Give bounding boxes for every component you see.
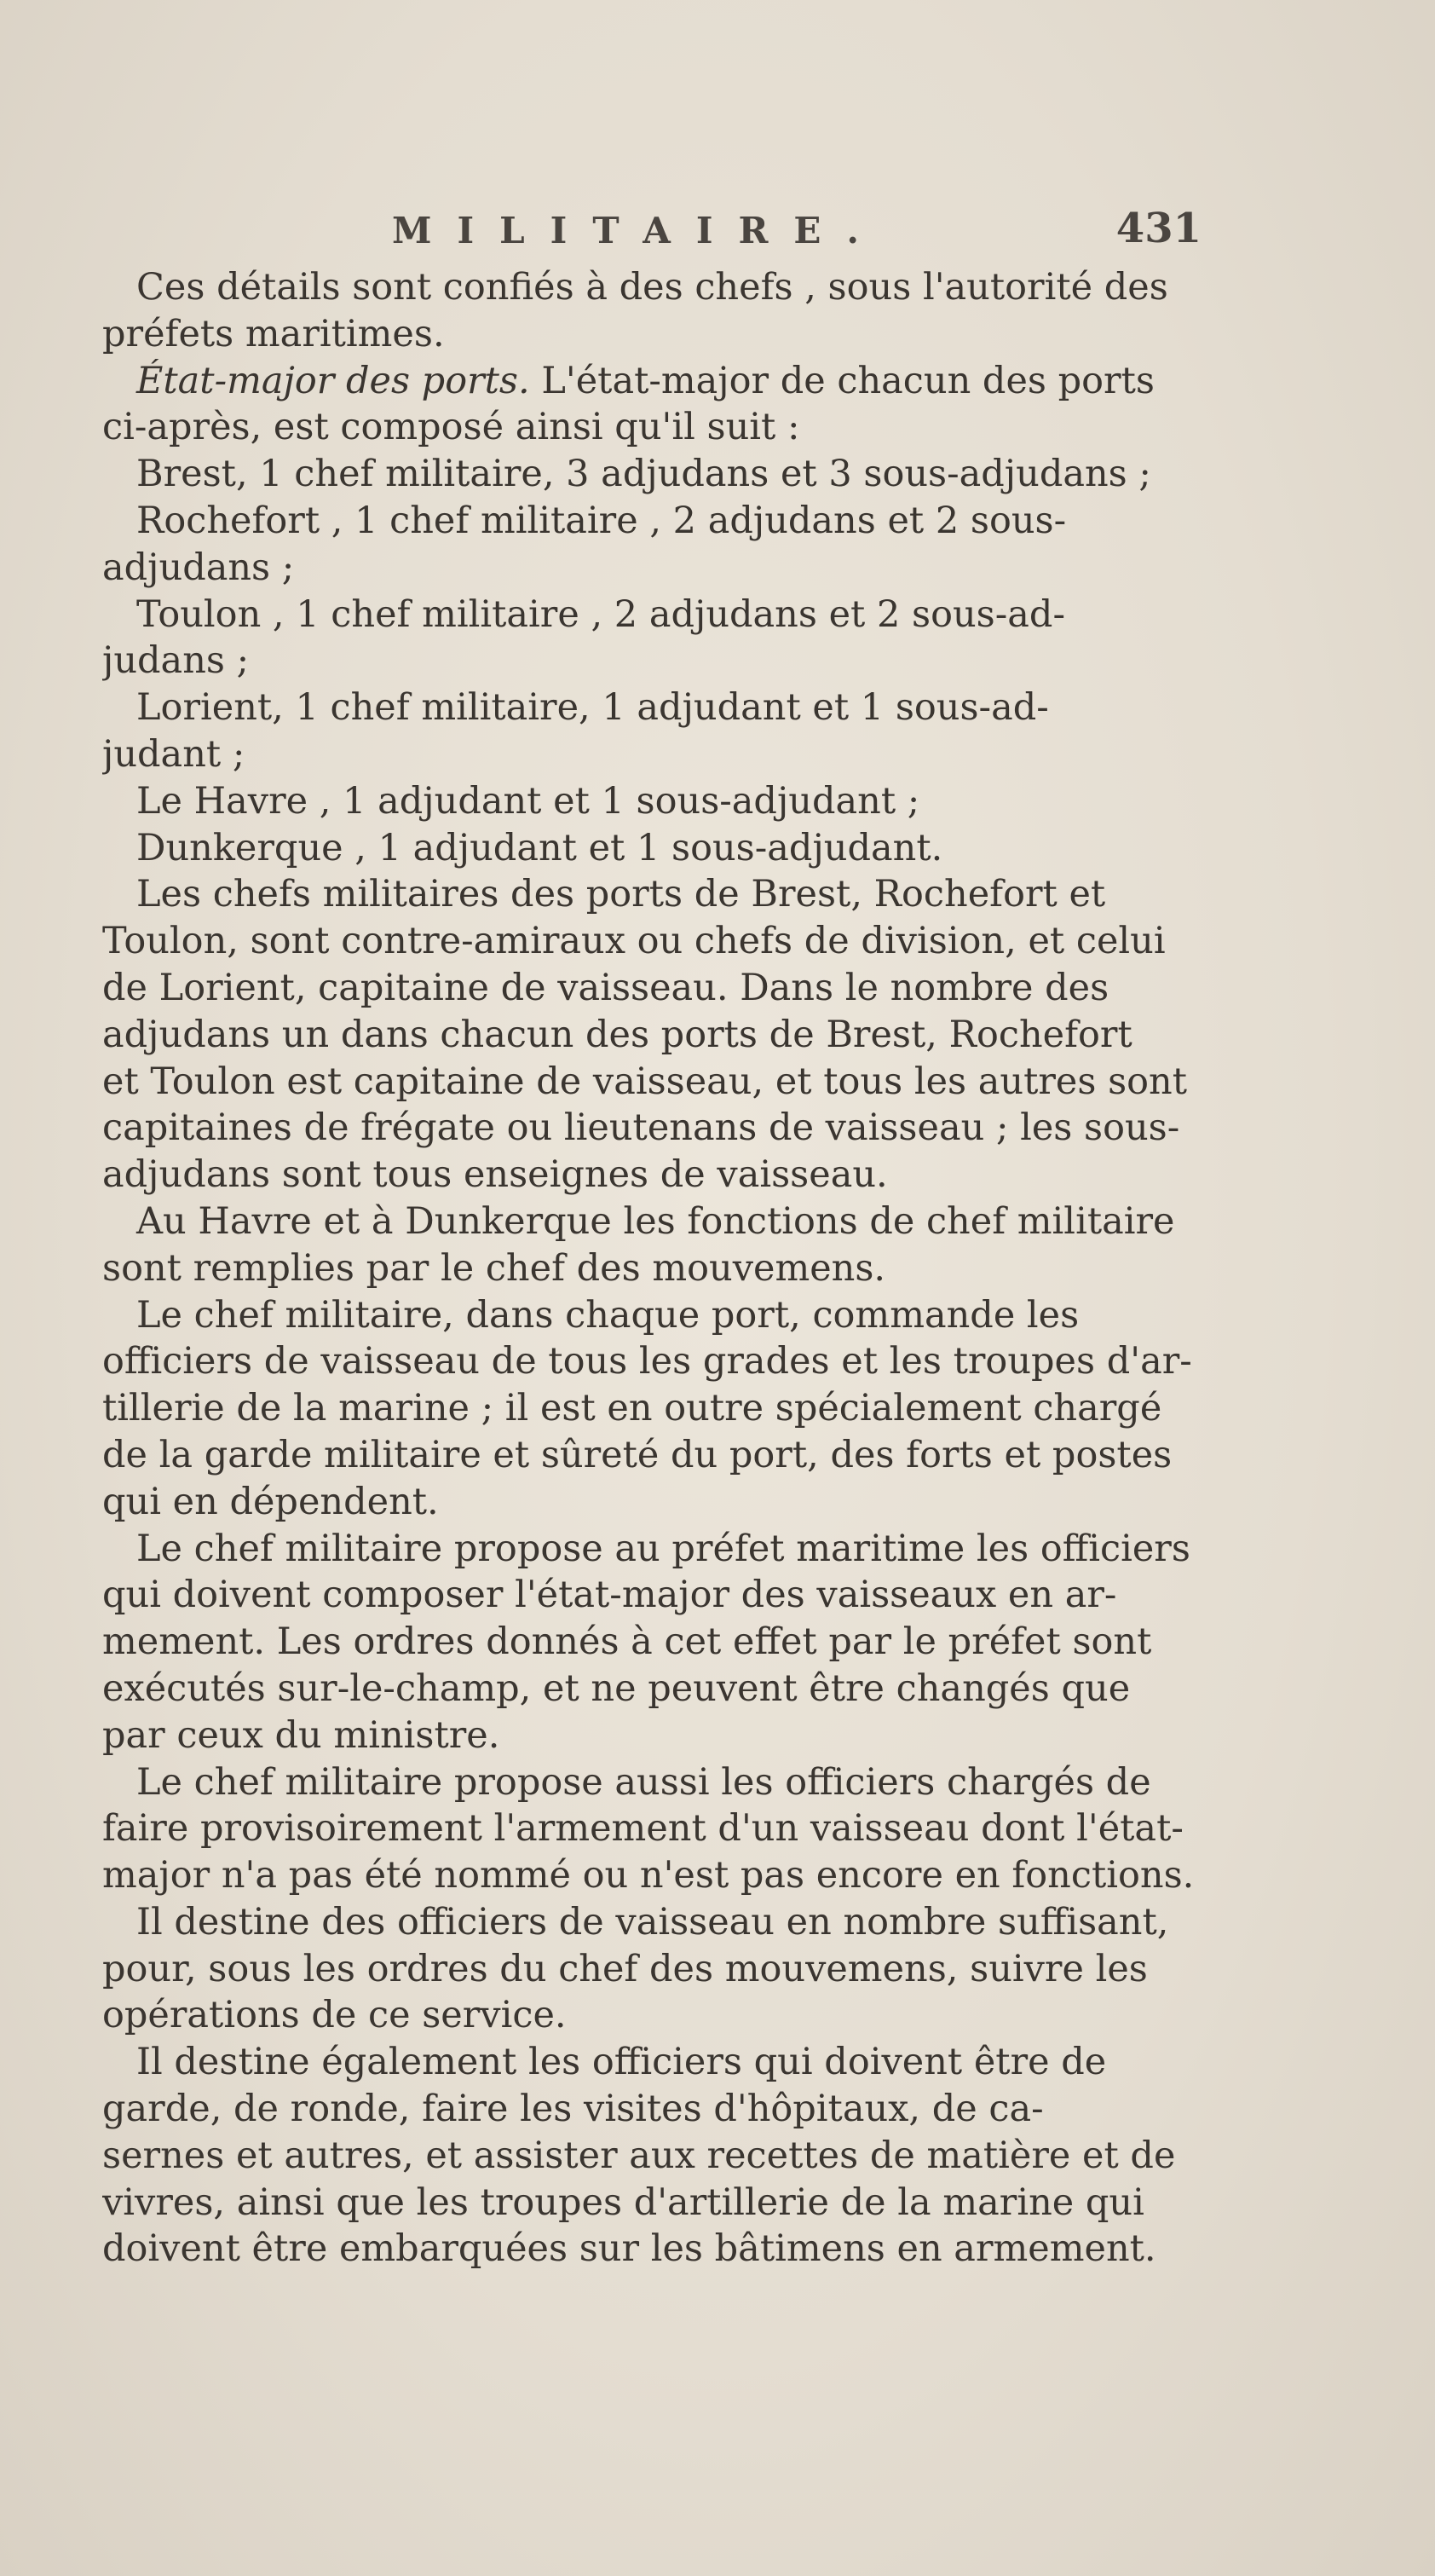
text-line: préfets maritimes. [102, 312, 445, 355]
text-line: de la garde militaire et sûreté du port, des forts et postes [102, 1433, 1173, 1476]
page-number: 431 [1115, 205, 1202, 252]
text-line: Le chef militaire, dans chaque port, commande les [136, 1293, 1080, 1337]
text-line: Lorient, 1 chef militaire, 1 adjudant et 1 sous-ad- [136, 686, 1049, 730]
text-line: Dunkerque , 1 adjudant et 1 sous-adjudant. [136, 826, 943, 869]
text-line: vivres, ainsi que les troupes d'artillerie de la marine qui [102, 2180, 1144, 2224]
text-line: sont remplies par le chef des mouvemens. [102, 1246, 886, 1290]
text-line: Toulon, sont contre-amiraux ou chefs de division, et celui [102, 920, 1166, 963]
text-line: opérations de ce service. [102, 1994, 567, 2037]
text-line: et Toulon est capitaine de vaisseau, et tous les autres sont [102, 1060, 1188, 1103]
text-line: adjudans sont tous enseignes de vaisseau. [102, 1153, 888, 1197]
text-line: État-major des ports. L'état-major de chacun des ports [136, 359, 1155, 402]
text-line: Le chef militaire propose au préfet maritime les officiers [136, 1527, 1190, 1570]
text-line: Le chef militaire propose aussi les officiers chargés de [136, 1760, 1151, 1804]
text-line: Brest, 1 chef militaire, 3 adjudans et 3 sous-adjudans ; [136, 453, 1151, 496]
text-line: faire provisoirement l'armement d'un vaisseau dont l'état- [102, 1807, 1184, 1851]
text-line: Il destine des officiers de vaisseau en nombre suffisant, [136, 1900, 1169, 1944]
text-line: officiers de vaisseau de tous les grades et les troupes d'ar- [102, 1340, 1192, 1383]
text-line: major n'a pas été nommé ou n'est pas encore en fonctions. [102, 1854, 1195, 1897]
text-line: adjudans ; [102, 546, 295, 589]
text-line: judans ; [102, 639, 250, 683]
text-line: ci-après, est composé ainsi qu'il suit : [102, 406, 800, 449]
text-line: capitaines de frégate ou lieutenans de vaisseau ; les sous- [102, 1106, 1180, 1150]
text-line: qui doivent composer l'état-major des vaisseaux en ar- [102, 1574, 1117, 1617]
text-line: Le Havre , 1 adjudant et 1 sous-adjudant ; [136, 779, 920, 823]
text-line: Toulon , 1 chef militaire , 2 adjudans et 2 sous-ad- [136, 592, 1065, 636]
text-line: qui en dépendent. [102, 1480, 439, 1523]
text-line: judant ; [102, 732, 245, 776]
text-line: doivent être embarquées sur les bâtimens en armement. [102, 2227, 1156, 2271]
text-line: pour, sous les ordres du chef des mouvemens, suivre les [102, 1947, 1148, 1990]
text-line: sernes et autres, et assister aux recettes de matière et de [102, 2134, 1176, 2177]
text-line: Il destine également les officiers qui doivent être de [136, 2041, 1107, 2084]
text-line: Les chefs militaires des ports de Brest, Rochefort et [136, 873, 1106, 916]
text-line: exécutés sur-le-champ, et ne peuvent être changés que [102, 1666, 1131, 1710]
running-title: MILITAIRE. [392, 210, 885, 251]
text-line: adjudans un dans chacun des ports de Brest, Rochefort [102, 1013, 1132, 1056]
text-line: Ces détails sont confiés à des chefs , sous l'autorité des [136, 266, 1168, 309]
body-text [102, 264, 1202, 2273]
text-line: par ceux du ministre. [102, 1713, 500, 1757]
text-line: garde, de ronde, faire les visites d'hôpitaux, de ca- [102, 2088, 1044, 2131]
text-line: Rochefort , 1 chef militaire , 2 adjudans et 2 sous- [136, 499, 1067, 542]
text-line: mement. Les ordres donnés à cet effet par le préfet sont [102, 1620, 1152, 1664]
text-line: tillerie de la marine ; il est en outre spécialement chargé [102, 1387, 1162, 1430]
text-line: Au Havre et à Dunkerque les fonctions de chef militaire [136, 1199, 1175, 1243]
running-head [102, 205, 1202, 269]
text-line: de Lorient, capitaine de vaisseau. Dans le nombre des [102, 966, 1109, 1009]
